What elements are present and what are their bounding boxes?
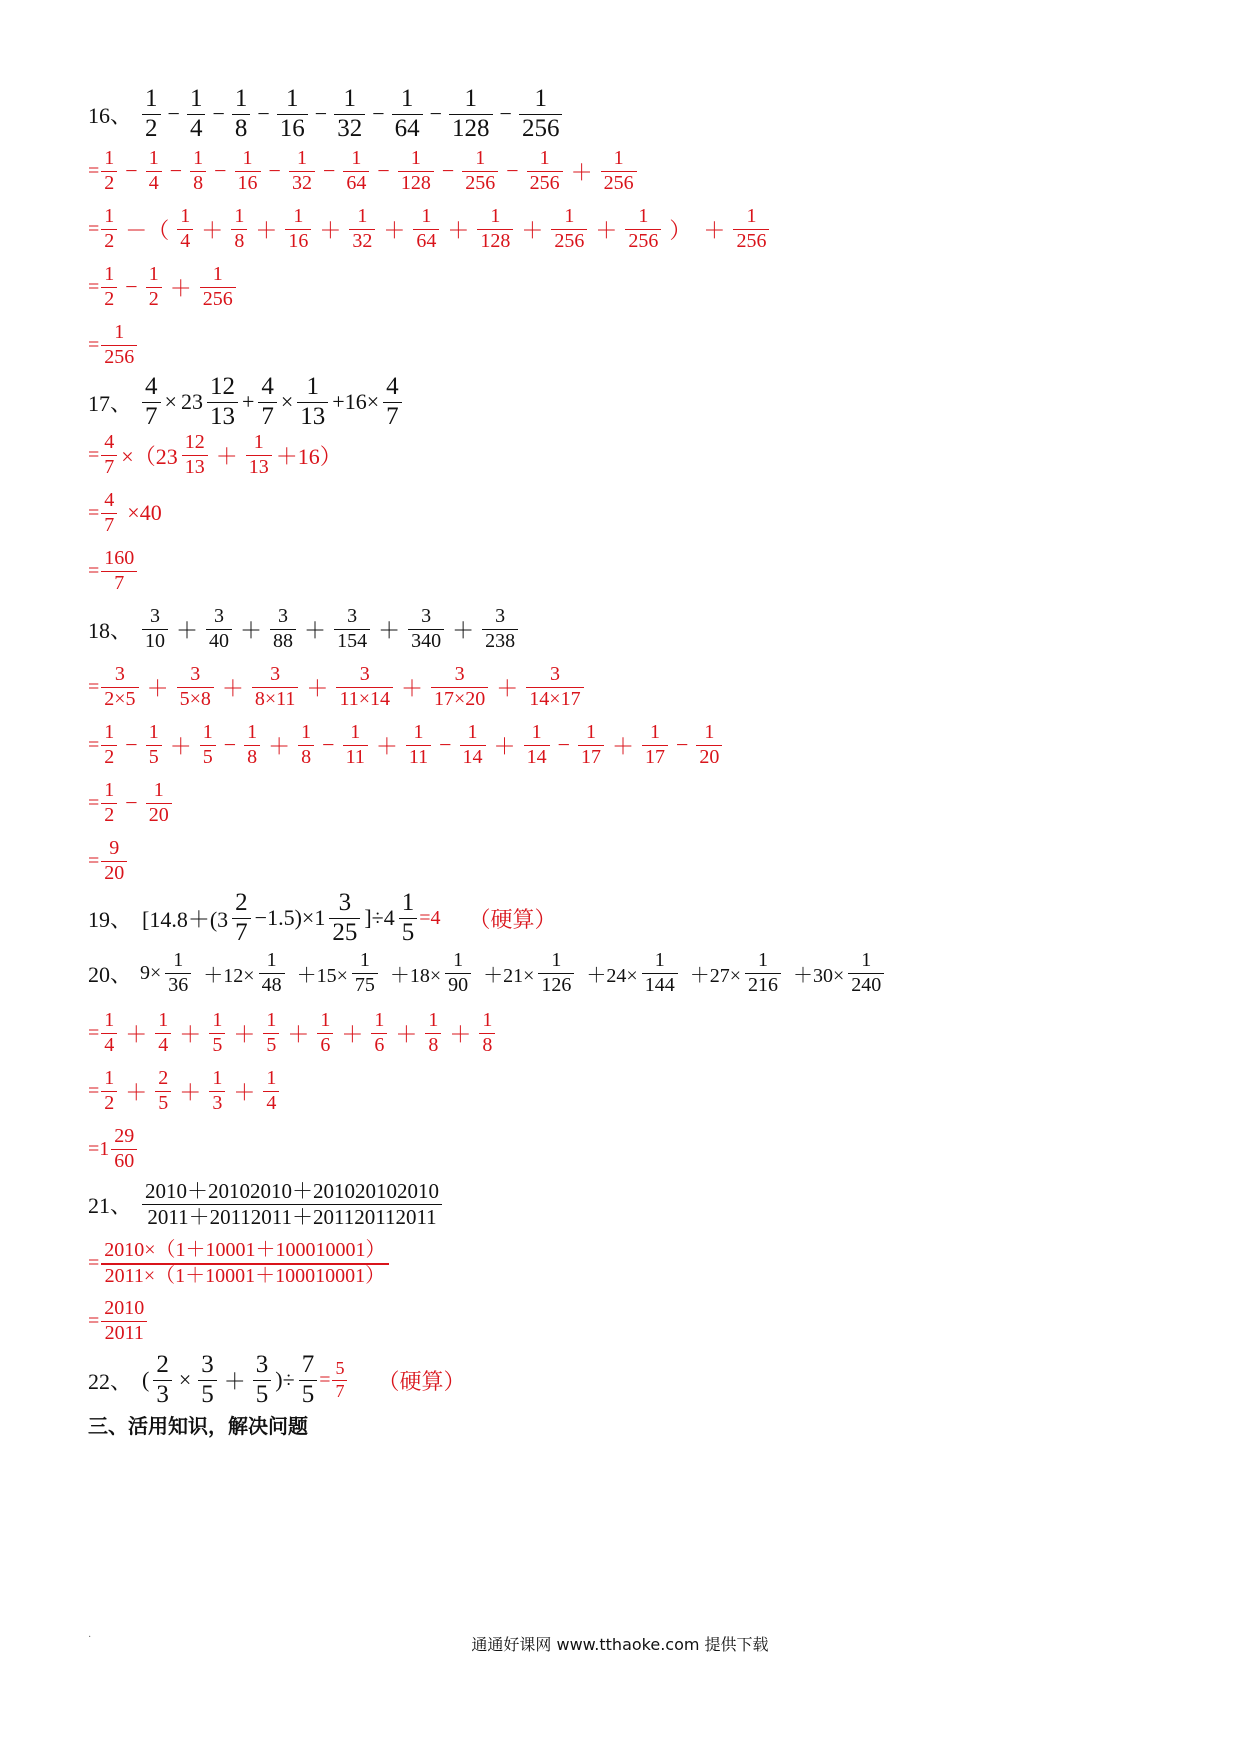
problem-18-expression [88, 606, 520, 652]
equals-sign: = [88, 275, 100, 298]
coefficient: ＋21× [483, 964, 535, 987]
problem-17-expression [88, 374, 404, 431]
fraction: $\frac{1}{256}$ [733, 206, 769, 252]
operator: ＋ [496, 675, 519, 701]
problem-18-step-4 [88, 838, 129, 884]
fraction: $\frac{1}{32}$ [349, 206, 375, 252]
fraction: $\frac{1}{2}$ [146, 264, 162, 310]
fraction: $\frac{4}{7}$ [383, 374, 402, 431]
fraction: $\frac{1}{11}$ [343, 722, 368, 768]
close-divide: )÷ [275, 1367, 295, 1393]
fraction: $\frac{1}{2}$ [101, 1068, 117, 1114]
fraction: $\frac{1}{64}$ [392, 86, 423, 143]
fraction: $\frac{1}{4}$ [187, 86, 206, 143]
problem-17-step-1 [88, 432, 344, 478]
operator: − [372, 101, 385, 127]
operator: ＋ [341, 1021, 364, 1047]
fraction: $\frac{1}{256}$ [462, 148, 498, 194]
fraction: $\frac{1}{20}$ [696, 722, 722, 768]
fraction: $\frac{1}{32}$ [289, 148, 315, 194]
fraction: $\frac{1}{256}$ [601, 148, 637, 194]
operator: − [322, 158, 336, 183]
fraction: $\frac{1}{4}$ [263, 1068, 279, 1114]
equals-sign: = [88, 501, 100, 524]
fraction: $\frac{12}{13}$ [182, 432, 208, 478]
fraction: $\frac{1}{128}$ [477, 206, 513, 252]
operator: − [314, 101, 328, 127]
fraction: $\frac{1}{2}$ [101, 264, 117, 310]
fraction: $\frac{1}{4}$ [101, 1010, 117, 1056]
equals-sign: = [88, 849, 100, 872]
fraction: $\frac{3}{25}$ [329, 890, 360, 947]
operator: ＋ [287, 1021, 310, 1047]
fraction: $\frac{4}{7}$ [101, 490, 117, 536]
fraction: $\frac{9}{20}$ [101, 838, 127, 884]
fraction: $\frac{3}{340}$ [408, 606, 444, 652]
operator: ＋ [233, 1021, 256, 1047]
fraction: $\frac{1}{13}$ [246, 432, 272, 478]
operator: ＋ [179, 1079, 202, 1105]
fraction: $\frac{1}{16}$ [285, 206, 311, 252]
open-term: [14.8＋(3 [142, 906, 229, 932]
fraction: $\frac{3}{10}$ [142, 606, 168, 652]
fraction: $\frac{1}{64}$ [413, 206, 439, 252]
fraction: $\frac{2010}{2011}$ [101, 1298, 147, 1344]
open-paren: ( [142, 1367, 150, 1393]
fraction: $\frac{1}{8}$ [425, 1010, 441, 1056]
fraction: $\frac{1}{8}$ [244, 722, 260, 768]
note-hard-calc: （硬算） [377, 1368, 466, 1394]
equals-sign: = [88, 1252, 100, 1274]
problem-18-step-1 [88, 664, 586, 710]
operator: − [268, 158, 281, 183]
fraction: $\frac{3}{5}$ [198, 1352, 217, 1409]
fraction: $\frac{1}{2}$ [101, 780, 117, 826]
operator: ＋ [125, 1021, 148, 1047]
operator: − [557, 732, 570, 757]
operator: ＋ [395, 1021, 418, 1047]
fraction: $\frac{1}{13}$ [297, 374, 328, 431]
fraction: $\frac{1}{16}$ [277, 86, 308, 143]
times-sign: × [178, 1367, 192, 1393]
operator: ＋ [201, 217, 224, 243]
fraction: $\frac{1}{256}$ [551, 206, 587, 252]
fraction: $\frac{1}{8}$ [190, 148, 206, 194]
fraction: $\frac{160}{7}$ [101, 548, 137, 594]
problem-number: 20、 [88, 961, 133, 987]
operator: ＋ [383, 217, 406, 243]
plus-term: +16× [332, 389, 380, 415]
problem-18-step-2 [88, 722, 724, 768]
coefficient: ＋18× [389, 964, 442, 987]
fraction: $\frac{1}{4}$ [177, 206, 193, 252]
operator: ＋ [268, 733, 291, 759]
problem-16-step-4 [88, 322, 139, 368]
operator: − [125, 732, 138, 757]
fraction: $\frac{1}{8}$ [479, 1010, 495, 1056]
coefficient: 9× [140, 961, 162, 984]
fraction: $\frac{1}{8}$ [298, 722, 314, 768]
operator: − [125, 790, 138, 815]
fraction: $\frac{1}{90}$ [445, 950, 471, 996]
operator: − [506, 158, 519, 183]
problem-17-step-3 [88, 548, 139, 594]
fraction: $\frac{1}{128}$ [449, 86, 493, 143]
operator: − [125, 158, 138, 183]
fraction: $\frac{12}{13}$ [207, 374, 238, 431]
operator: ＋ [493, 733, 516, 759]
fraction: $\frac{1}{11}$ [406, 722, 431, 768]
operator: ＋ [521, 217, 544, 243]
fraction: $\frac{1}{17}$ [578, 722, 604, 768]
fraction: $\frac{1}{5}$ [209, 1010, 225, 1056]
problem-20-expression [88, 950, 886, 996]
problem-18-step-3 [88, 780, 174, 826]
fraction: $\frac{29}{60}$ [111, 1126, 137, 1172]
coefficient: ＋30× [792, 964, 845, 987]
times-sign: × [164, 389, 177, 415]
equals-sign: = [88, 443, 100, 466]
fraction: $\frac{1}{126}$ [538, 950, 574, 996]
problem-16-step-2 [88, 206, 771, 252]
fraction: $\frac{3}{154}$ [334, 606, 370, 652]
operator: ＋ [125, 1079, 148, 1105]
fraction: $\frac{3}{5\times 8}$ [177, 664, 214, 710]
page-marker: · [88, 1632, 92, 1643]
fraction: $\frac{1}{5}$ [399, 890, 418, 947]
operator: − [676, 732, 689, 757]
fraction: $\frac{4}{7}$ [101, 432, 117, 478]
fraction: $\frac{3}{8\times 11}$ [252, 664, 299, 710]
operator: ＋ [306, 675, 329, 701]
operator: ＋ [319, 217, 342, 243]
open-term: ×（23 [121, 443, 178, 469]
operator: − [169, 158, 183, 183]
equals-sign: = [88, 1079, 100, 1102]
operator: ＋ [375, 733, 398, 759]
fraction: $\frac{2}{7}$ [232, 890, 251, 947]
problem-19-expression [88, 890, 557, 947]
times-sign: × [280, 389, 294, 415]
problem-number: 22、 [88, 1368, 133, 1394]
fraction: $\frac{1}{256}$ [527, 148, 563, 194]
coefficient: ＋15× [296, 964, 348, 987]
fraction: $\frac{1}{8}$ [231, 206, 247, 252]
fraction: $\frac{1}{144}$ [642, 950, 678, 996]
operator: − [214, 158, 227, 183]
fraction: $\frac{1}{240}$ [848, 950, 884, 996]
fraction: $\frac{1}{64}$ [343, 148, 369, 194]
fraction: $\frac{1}{4}$ [146, 148, 162, 194]
fraction: $\frac{3}{14\times 17}$ [526, 664, 583, 710]
operator: ＋ [595, 217, 618, 243]
fraction: $\frac{3}{2\times 5}$ [101, 664, 138, 710]
fraction: $\frac{1}{2}$ [142, 86, 161, 143]
operator: ＋ [221, 675, 244, 701]
equals-sign: = [88, 217, 100, 240]
operator: − [167, 101, 180, 127]
problem-16-step-3 [88, 264, 238, 310]
problem-number: 17、 [88, 390, 133, 416]
plus-sign: + [241, 389, 255, 415]
operator: − [125, 274, 138, 299]
fraction: $\frac{1}{216}$ [745, 950, 781, 996]
fraction: $\frac{1}{75}$ [352, 950, 378, 996]
problem-17-step-2 [88, 490, 164, 536]
fraction: $\frac{4}{7}$ [258, 374, 277, 431]
close-paren: ） [669, 217, 692, 243]
fraction: $\frac{3}{238}$ [482, 606, 518, 652]
result: =4 [419, 906, 441, 929]
problem-20-step-1 [88, 1010, 497, 1056]
operator: ＋ [378, 617, 401, 643]
problem-22-expression [88, 1352, 465, 1409]
fraction: $\frac{1}{2}$ [101, 148, 117, 194]
tail-term: ＋16） [275, 443, 342, 469]
fraction: $\frac{1}{6}$ [317, 1010, 333, 1056]
fraction: $\frac{3}{40}$ [206, 606, 232, 652]
footer-credit: 通通好课网 www.tthaoke.com 提供下载 [471, 1635, 769, 1654]
fraction: $\frac{1}{20}$ [146, 780, 172, 826]
fraction: $\frac{1}{4}$ [155, 1010, 171, 1056]
equals-sign: = [88, 1021, 100, 1044]
fraction: $\frac{3}{11\times 14}$ [336, 664, 393, 710]
operator: ＋ [449, 1021, 472, 1047]
operator: ＋ [169, 275, 192, 301]
operator: − [223, 732, 237, 757]
equals-sign: = [88, 733, 100, 756]
operator: − [257, 101, 270, 127]
plus-sign: ＋ [215, 443, 238, 469]
problem-16-expression [88, 86, 564, 143]
operator: ＋ [169, 733, 192, 759]
problem-16-step-1 [88, 148, 639, 194]
operator: − [499, 101, 512, 127]
operator: − [441, 158, 455, 183]
operator: − [439, 732, 452, 757]
equals-sign: = [88, 333, 100, 356]
operator: ＋ [240, 617, 263, 643]
fraction: $\frac{3}{5}$ [253, 1352, 272, 1409]
minus-paren: －（ [125, 217, 170, 243]
plus-sign: ＋ [703, 217, 726, 243]
operator: − [429, 101, 443, 127]
problem-20-step-3 [88, 1126, 139, 1172]
fraction: $\frac{2010\times(1+10001+100010001)}{2011\times(1+10001+100010001)}$ [101, 1240, 388, 1287]
fraction: $\frac{1}{128}$ [398, 148, 434, 194]
fraction: $\frac{3}{17\times 20}$ [431, 664, 488, 710]
operator: ＋ [179, 1021, 202, 1047]
fraction: $\frac{1}{2}$ [101, 722, 117, 768]
fraction: $\frac{1}{2}$ [101, 206, 117, 252]
tail-term: ×40 [127, 500, 162, 525]
fraction: $\frac{1}{5}$ [200, 722, 216, 768]
operator: ＋ [400, 675, 423, 701]
section-heading: 三、活用知识，解决问题 [88, 1414, 308, 1438]
operator: − [322, 732, 335, 757]
operator: ＋ [176, 617, 199, 643]
fraction: $\frac{2}{3}$ [153, 1352, 172, 1409]
coefficient: ＋12× [203, 964, 255, 987]
mixed-whole: =1 [88, 1137, 110, 1160]
fraction: $\frac{1}{14}$ [460, 722, 486, 768]
operator: ＋ [255, 217, 278, 243]
fraction: $\frac{1}{6}$ [371, 1010, 387, 1056]
close-term: ]÷4 [364, 905, 395, 931]
fraction: $\frac{1}{17}$ [642, 722, 668, 768]
fraction: $\frac{4}{7}$ [142, 374, 161, 431]
problem-number: 16、 [88, 102, 133, 128]
problem-number: 19、 [88, 906, 133, 932]
mid-term: −1.5)×1 [254, 905, 326, 931]
operator: ＋ [570, 159, 593, 185]
fraction: $\frac{1}{256}$ [519, 86, 563, 143]
inner-sum [175, 206, 663, 252]
result-fraction: $\frac{5}{7}$ [332, 1359, 347, 1401]
problem-21-step-2 [88, 1298, 149, 1344]
fraction: $\frac{1}{48}$ [259, 950, 285, 996]
equals-sign: = [88, 791, 100, 814]
fraction: $\frac{1}{8}$ [232, 86, 251, 143]
problem-number: 21、 [88, 1192, 133, 1218]
operator: ＋ [146, 675, 169, 701]
fraction: $\frac{1}{256}$ [625, 206, 661, 252]
equals-sign: = [88, 559, 100, 582]
problem-20-step-2 [88, 1068, 281, 1114]
whole-part: 23 [180, 389, 203, 415]
coefficient: ＋24× [586, 964, 638, 987]
problem-number: 18、 [88, 617, 133, 643]
fraction: $\frac{1}{32}$ [334, 86, 365, 143]
equals-sign: = [88, 1309, 100, 1332]
fraction: $\frac{1}{5}$ [146, 722, 162, 768]
equals-sign: = [88, 675, 100, 698]
fraction: $\frac{1}{5}$ [263, 1010, 279, 1056]
fraction: $\frac{3}{88}$ [270, 606, 296, 652]
fraction: $\frac{7}{5}$ [299, 1352, 318, 1409]
plus-sign: ＋ [223, 1368, 246, 1394]
fraction: $\frac{2}{5}$ [155, 1068, 171, 1114]
equals-sign: = [319, 1368, 331, 1391]
note-hard-calc: （硬算） [468, 906, 557, 932]
operator: − [212, 101, 225, 127]
problem-21-step-1 [88, 1240, 391, 1287]
fraction: $\frac{1}{36}$ [165, 950, 191, 996]
fraction: $\frac{2010+20102010+201020102010}{2011+20112011+201120112011}$ [142, 1180, 442, 1228]
fraction: $\frac{1}{3}$ [209, 1068, 225, 1114]
coefficient: ＋27× [689, 964, 741, 987]
equals-sign: = [88, 159, 100, 182]
fraction: $\frac{1}{256}$ [101, 322, 137, 368]
operator: ＋ [447, 217, 470, 243]
operator: ＋ [304, 617, 327, 643]
fraction: $\frac{1}{16}$ [235, 148, 261, 194]
operator: ＋ [452, 617, 475, 643]
operator: ＋ [233, 1079, 256, 1105]
problem-21-expression [88, 1180, 444, 1228]
fraction: $\frac{1}{14}$ [524, 722, 550, 768]
operator: − [377, 158, 390, 183]
fraction: $\frac{1}{256}$ [200, 264, 236, 310]
operator: ＋ [611, 733, 634, 759]
